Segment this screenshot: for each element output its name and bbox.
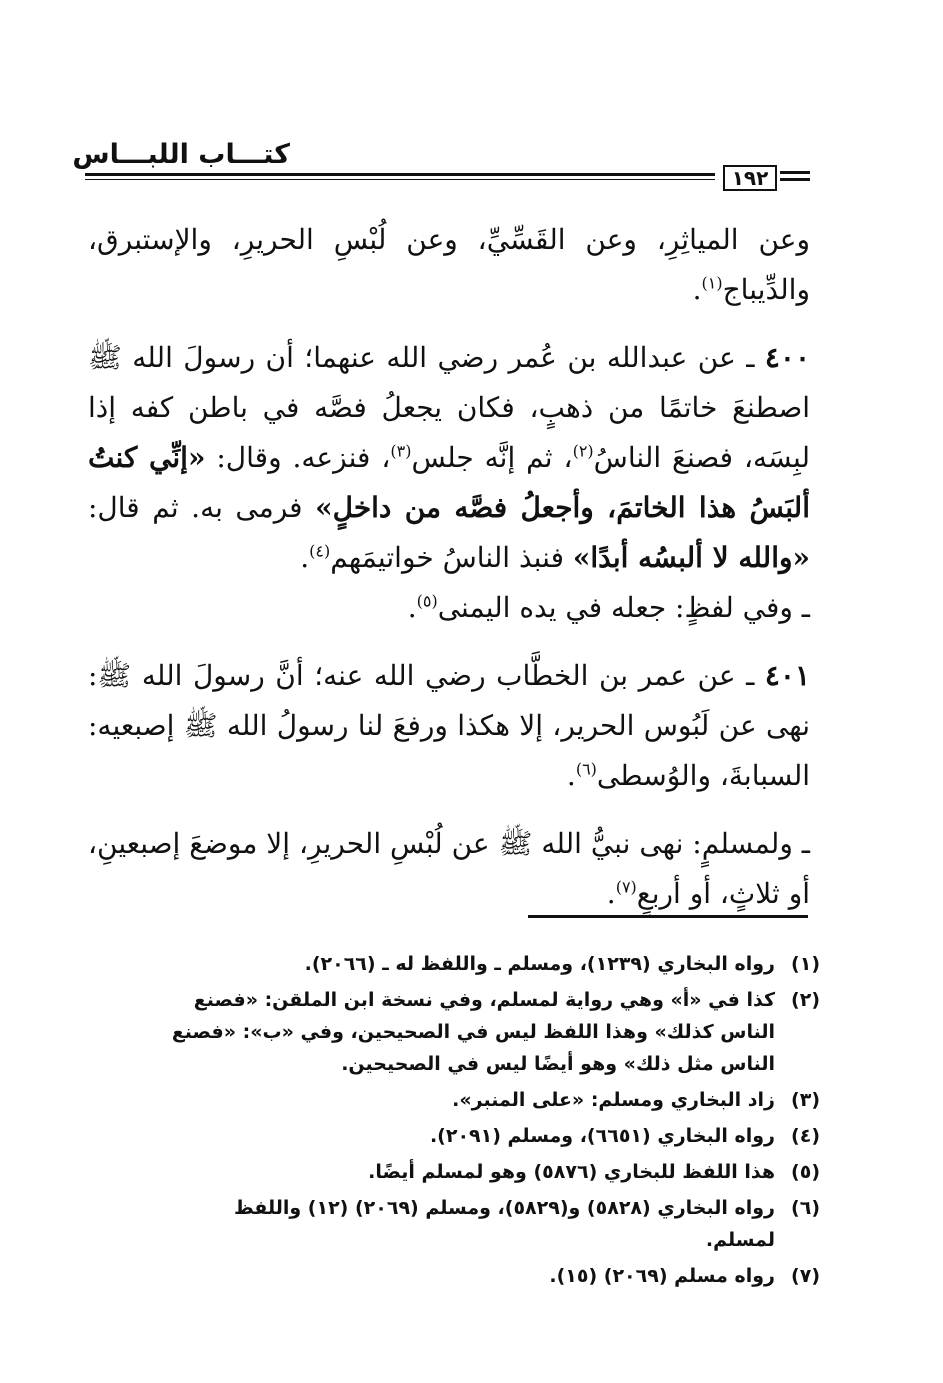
hadith-400-text-c: ، فنزعه. وقال: <box>216 441 391 474</box>
hadith-401-muslim-text: ـ ولمسلمٍ: نهى نبيُّ الله ﷺ عن لُبْسِ الحريرِ، إلا موضعَ إصبعينِ، أو ثلاثٍ، أو أربعٍ <box>88 827 810 910</box>
footnote-text: رواه البخاري (٦٦٥١)، ومسلم (٢٠٩١). <box>429 1125 775 1147</box>
footnote-ref-7: (٧) <box>615 877 637 897</box>
footnote-text: رواه البخاري (١٢٣٩)، ومسلم ـ واللفظ له ـ (٢٠٦٦). <box>304 953 775 975</box>
footnote-number: (٥) <box>791 1161 820 1183</box>
footnote <box>170 1192 820 1256</box>
footnote-ref-2: (٢) <box>572 441 594 461</box>
footnote <box>170 1260 820 1292</box>
hadith-number-400: ٤٠٠ <box>764 341 811 374</box>
hadith-401-text: ـ عن عمر بن الخطَّاب رضي الله عنه؛ أنَّ رسولَ الله ﷺ: نهى عن لَبُوس الحرير، إلا هكذا ورفعَ لنا رسولُ الله ﷺ إصبعيه: السبابةَ، والوُسطى <box>88 659 811 792</box>
footnote <box>170 948 820 980</box>
footnote-number: (١) <box>791 953 820 975</box>
footnotes <box>170 948 820 1296</box>
paragraph-1-text: وعن المياثِرِ، وعن القَسِّيِّ، وعن لُبْسِ الحريرِ، والإستبرق، والدِّيباج <box>88 223 810 306</box>
header-rule-thick <box>85 173 715 176</box>
footnote <box>170 1084 820 1116</box>
footnote-ref-1: (١) <box>701 273 723 293</box>
footnote-text: كذا في «أ» وهي رواية لمسلم، وفي نسخة ابن الملقن: «فصنع الناس كذلك» وهذا اللفظ ليس في الصحيحين، وفي «ب»: «فصنع الناس مثل ذلك» وهو أيضًا ليس في الصحيحين. <box>171 989 775 1075</box>
chapter-title: كتـــاب اللبـــاس <box>72 139 290 170</box>
footnote-number: (٢) <box>791 989 820 1011</box>
footnote-number: (٧) <box>791 1265 820 1287</box>
footnote-text: رواه البخاري (٥٨٢٨) و(٥٨٢٩)، ومسلم (٢٠٦٩) (١٢) واللفظ لمسلم. <box>233 1197 775 1251</box>
footnote-ref-5: (٥) <box>416 591 438 611</box>
hadith-400-quote-1: «إنِّي كنتُ ألبَسُ هذا الخاتمَ، وأجعلُ فصَّه من داخلٍ» <box>88 441 810 524</box>
hadith-401-muslim: ـ ولمسلمٍ: نهى نبيُّ الله ﷺ عن لُبْسِ الحريرِ، إلا موضعَ إصبعينِ، أو ثلاثٍ، أو أربعٍ$^{(٧)}$. <box>88 827 810 910</box>
footnote-separator <box>528 915 808 918</box>
footnote-ref-6: (٦) <box>575 759 597 779</box>
footnote-number: (٣) <box>791 1089 820 1111</box>
footnote-ref-4: (٤) <box>309 541 331 561</box>
footnote-text: هذا اللفظ للبخاري (٥٨٧٦) وهو لمسلم أيضًا. <box>368 1161 775 1183</box>
hadith-400-text-b: ، ثم إنَّه جلس <box>411 441 573 474</box>
hadith-400: ٤٠٠ ـ عن عبدالله بن عُمر رضي الله عنهما؛ أن رسولَ الله ﷺ اصطنعَ خاتمًا من ذهبٍ، فكان يجعلُ فصَّه في باطن كفه إذا لبِسَه، فصنعَ الناسُ$^{(٢)}$، ثم إنَّه جلس$^{(٣)}$، فنزعه. وقال: «إنِّي كنتُ ألبَسُ هذا الخاتمَ، وأجعلُ فصَّه من داخلٍ» فرمى به. ثم قال: «والله لا ألبسُه أبدًا» فنبذ الناسُ خواتيمَهم$^{(٤)}$. ـ وفي لفظٍ: جعله في يده اليمنى$^{(٥)}$. <box>88 341 811 624</box>
header-rule-right-top <box>780 171 810 174</box>
header-rule-right-bottom <box>780 178 810 181</box>
footnote-text: رواه مسلم (٢٠٦٩) (١٥). <box>549 1265 775 1287</box>
hadith-number-401: ٤٠١ <box>764 659 810 692</box>
page-number: ١٩٢ <box>723 165 777 191</box>
paragraph-1: وعن المياثِرِ، وعن القَسِّيِّ، وعن لُبْسِ الحريرِ، والإستبرق، والدِّيباج$^{(١)}$. <box>88 223 810 306</box>
hadith-400-text-e: فنبذ الناسُ خواتيمَهم <box>330 541 564 574</box>
footnote-ref-3: (٣) <box>390 441 412 461</box>
main-text <box>88 215 810 937</box>
hadith-400-text-d: فرمى به. ثم قال: <box>88 491 303 524</box>
footnote-number: (٤) <box>791 1125 820 1147</box>
hadith-400-text-a: ـ عن عبدالله بن عُمر رضي الله عنهما؛ أن رسولَ الله ﷺ اصطنعَ خاتمًا من ذهبٍ، فكان يجعلُ فصَّه في باطن كفه إذا لبِسَه، فصنعَ الناسُ <box>88 341 810 474</box>
footnote <box>170 1120 820 1152</box>
hadith-400-variant: ـ وفي لفظٍ: جعله في يده اليمنى <box>437 591 810 624</box>
footnote-number: (٦) <box>791 1197 820 1219</box>
hadith-400-quote-2: «والله لا ألبسُه أبدًا» <box>572 541 810 574</box>
header-rule-thin <box>85 179 715 180</box>
footnote-text: زاد البخاري ومسلم: «على المنبر». <box>452 1089 775 1111</box>
footnote <box>170 1156 820 1188</box>
footnote <box>170 984 820 1080</box>
hadith-401: ٤٠١ ـ عن عمر بن الخطَّاب رضي الله عنه؛ أنَّ رسولَ الله ﷺ: نهى عن لَبُوس الحرير، إلا هكذا ورفعَ لنا رسولُ الله ﷺ إصبعيه: السبابةَ، والوُسطى$^{(٦)}$. <box>88 659 811 792</box>
page-header <box>72 135 810 195</box>
